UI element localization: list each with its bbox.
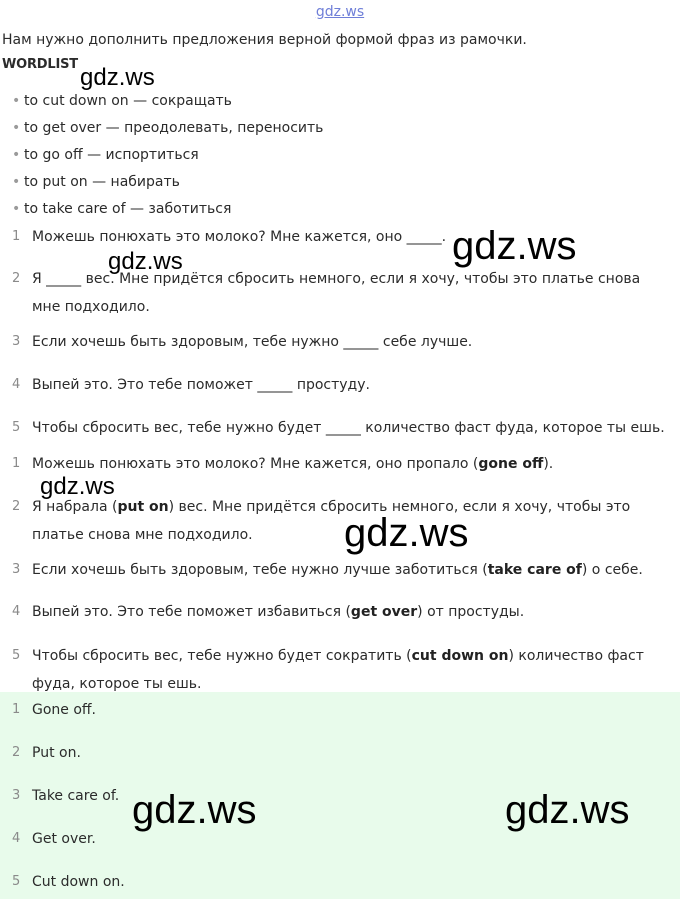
item-number: 1	[12, 702, 21, 717]
watermark: gdz.ws	[344, 511, 469, 555]
exercise-text: мне подходило.	[32, 299, 150, 315]
item-number: 4	[12, 604, 21, 619]
bullet-icon: •	[12, 174, 21, 190]
exercise-text: Выпей это. Это тебе поможет _____ простуду.	[32, 377, 370, 393]
wordlist-item: • to go off — испортиться	[12, 147, 199, 163]
intro-text: Нам нужно дополнить предложения верной формой фраз из рамочки.	[2, 32, 527, 48]
wordlist-item: • to put on — набирать	[12, 174, 180, 190]
item-number: 5	[12, 648, 21, 663]
translation-text: Выпей это. Это тебе поможет избавиться (get over) от простуды.	[32, 604, 525, 620]
wordlist-item: • to take care of — заботиться	[12, 201, 232, 217]
item-number: 2	[12, 271, 21, 286]
answer-text: Take care of.	[32, 788, 120, 804]
bullet-icon: •	[12, 93, 21, 109]
bullet-icon: •	[12, 147, 21, 163]
answer-text: Gone off.	[32, 702, 97, 718]
answer-text: Put on.	[32, 745, 81, 761]
wordlist-item: • to get over — преодолевать, переносить	[12, 120, 324, 136]
translation-text: Чтобы сбросить вес, тебе нужно будет сократить (cut down on) количество фаст	[32, 648, 644, 664]
exercise-text: Я _____ вес. Мне придётся сбросить немного, если я хочу, чтобы это платье снова	[32, 271, 641, 287]
exercise-text: Чтобы сбросить вес, тебе нужно будет _____ количество фаст фуда, которое ты ешь.	[32, 420, 665, 436]
item-number: 4	[12, 377, 21, 392]
watermark: gdz.ws	[40, 473, 115, 500]
exercise-text: Если хочешь быть здоровым, тебе нужно _____ себе лучше.	[32, 334, 473, 350]
item-number: 2	[12, 499, 21, 514]
item-number: 5	[12, 420, 21, 435]
exercise-text: Можешь понюхать это молоко? Мне кажется, оно _____.	[32, 229, 447, 245]
item-number: 2	[12, 745, 21, 760]
watermark: gdz.ws	[132, 788, 257, 832]
site-link[interactable]: gdz.ws	[315, 4, 365, 20]
bullet-icon: •	[12, 120, 21, 136]
item-number: 3	[12, 562, 21, 577]
translation-text: Можешь понюхать это молоко? Мне кажется, оно пропало (gone off).	[32, 456, 554, 472]
item-number: 3	[12, 334, 21, 349]
wordlist-title: WORDLIST	[2, 57, 78, 72]
translation-text: Я набрала (put on) вес. Мне придётся сбросить немного, если я хочу, чтобы это	[32, 499, 631, 515]
watermark: gdz.ws	[108, 248, 183, 275]
watermark: gdz.ws	[80, 64, 155, 91]
wordlist-item: • to cut down on — сокращать	[12, 93, 232, 109]
answer-text: Cut down on.	[32, 874, 125, 890]
item-number: 1	[12, 456, 21, 471]
watermark: gdz.ws	[452, 224, 577, 268]
translation-text: платье снова мне подходило.	[32, 527, 253, 543]
answer-text: Get over.	[32, 831, 96, 847]
bullet-icon: •	[12, 201, 21, 217]
item-number: 4	[12, 831, 21, 846]
item-number: 3	[12, 788, 21, 803]
translation-text: Если хочешь быть здоровым, тебе нужно лучше заботиться (take care of) о себе.	[32, 562, 643, 578]
watermark: gdz.ws	[505, 788, 630, 832]
item-number: 5	[12, 874, 21, 889]
translation-text: фуда, которое ты ешь.	[32, 676, 202, 692]
item-number: 1	[12, 229, 21, 244]
